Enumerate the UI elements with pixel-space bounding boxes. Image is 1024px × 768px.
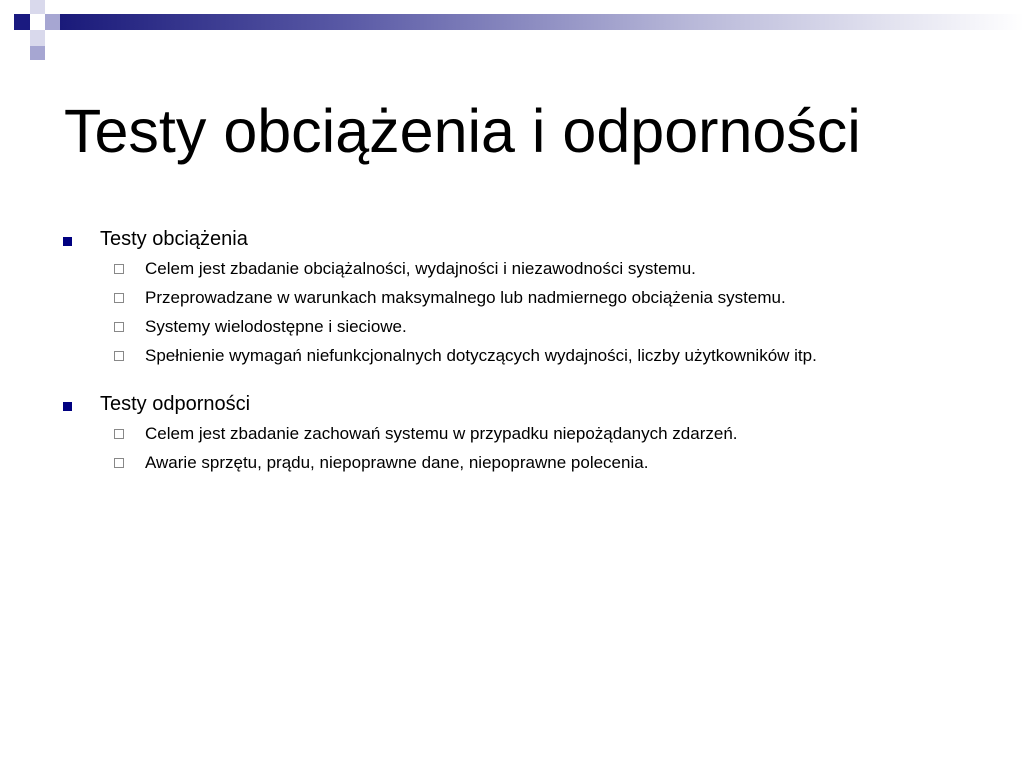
slide-title: Testy obciążenia i odporności [64,97,861,165]
bullet-level2 [0,283,1024,312]
hollow-square-bullet-icon [114,293,124,303]
slide-content [0,224,1024,496]
hollow-square-bullet-icon [114,351,124,361]
hollow-square-bullet-icon [114,322,124,332]
bullet-level1 [0,389,1024,419]
square-bullet-icon [63,237,72,246]
bullet-text: Celem jest zbadanie obciążalności, wydajności i niezawodności systemu. [145,259,696,278]
bullet-text: Testy odporności [100,393,251,415]
header-decoration [0,0,1024,64]
decor-square [45,14,60,30]
decor-square [30,30,45,46]
bullet-level2 [0,341,1024,370]
decor-square [30,0,45,14]
bullet-text: Testy obciążenia [100,228,248,250]
bullet-text: Spełnienie wymagań niefunkcjonalnych dotyczących wydajności, liczby użytkowników itp. [145,346,817,365]
bullet-level1 [0,224,1024,254]
bullet-level2 [0,312,1024,341]
hollow-square-bullet-icon [114,264,124,274]
bullet-text: Celem jest zbadanie zachowań systemu w przypadku niepożądanych zdarzeń. [145,424,738,443]
decor-square [14,14,30,30]
section-load-tests [0,224,1024,370]
bullet-text: Awarie sprzętu, prądu, niepoprawne dane, niepoprawne polecenia. [145,453,649,472]
bullet-level2 [0,448,1024,477]
decor-square [30,46,45,60]
square-bullet-icon [63,402,72,411]
hollow-square-bullet-icon [114,429,124,439]
decor-gradient-bar [60,14,1024,30]
bullet-text: Systemy wielodostępne i sieciowe. [145,317,407,336]
bullet-level2 [0,254,1024,283]
bullet-text: Przeprowadzane w warunkach maksymalnego lub nadmiernego obciążenia systemu. [145,288,786,307]
section-robustness-tests [0,389,1024,477]
hollow-square-bullet-icon [114,458,124,468]
bullet-level2 [0,419,1024,448]
